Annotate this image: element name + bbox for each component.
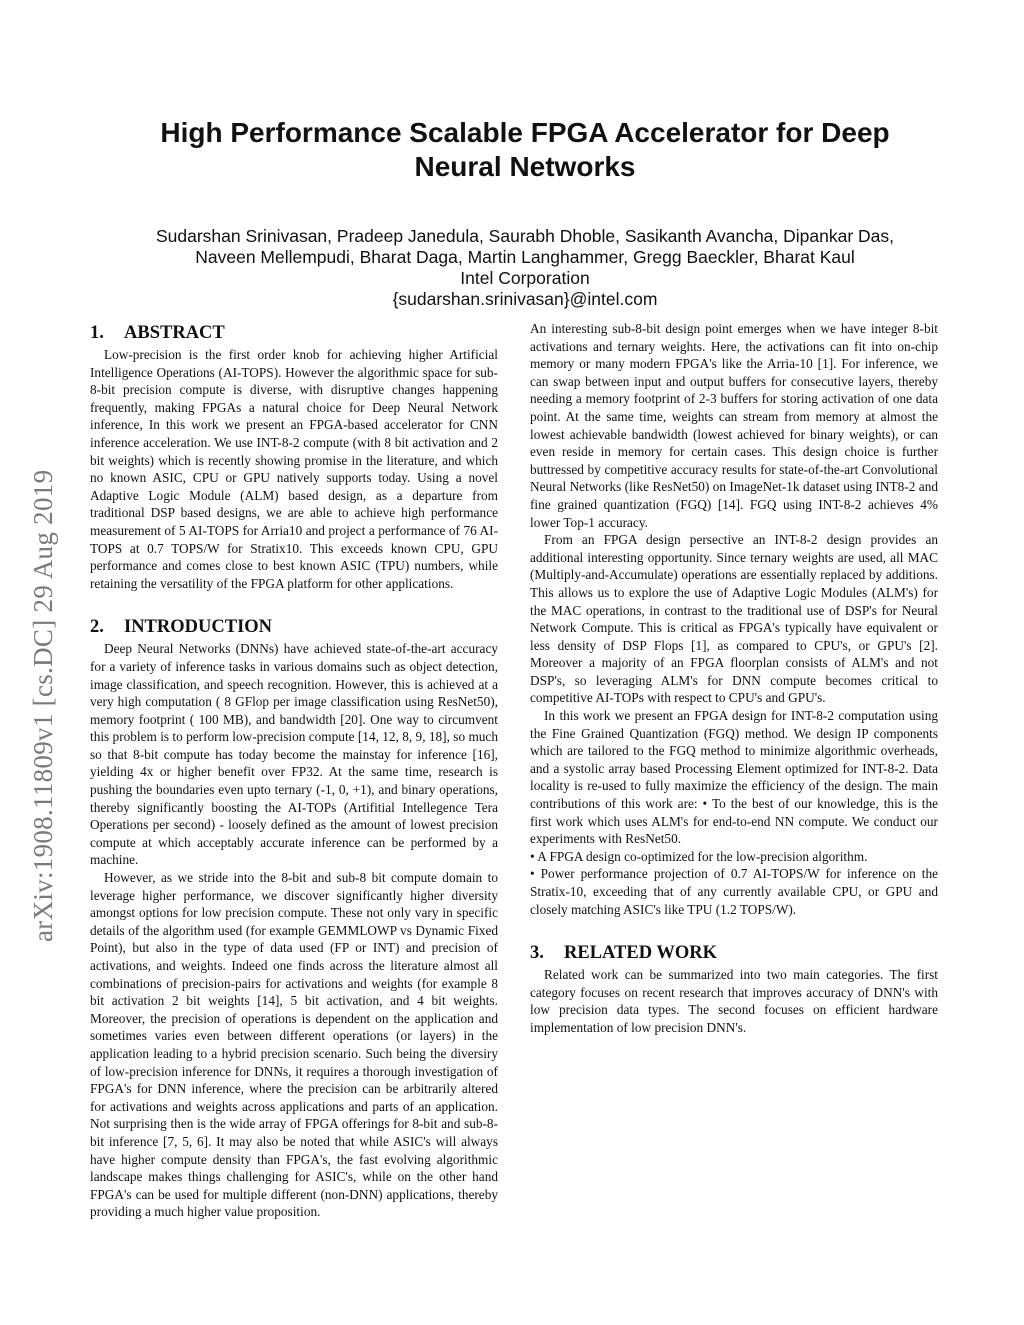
related-work-number: 3. (530, 943, 544, 964)
related-work-heading (530, 940, 938, 966)
abstract-paragraph: Low-precision is the first order knob for achieving higher Artificial Intelligence Operations (AI-TOPS). However the algorithmic space for sub-8-bit precision compute is diverse, with disruptive changes happening frequently, making FPGAs a natural choice for Deep Neural Network inference, In this work we present an FPGA-based accelerator for CNN inference acceleration. We use INT-8-2 compute (with 8 bit activation and 2 bit weights) which is recently showing promise in the literature, and which no known ASIC, CPU or GPU natively supports today. Using a novel Adaptive Logic Module (ALM) based design, as a departure from traditional DSP based designs, we are able to achieve high performance measurement of 5 AI-TOPS for Arria10 and project a performance of 76 AI-TOPS at 0.7 TOPS/W for Stratix10. This exceeds known CPU, GPU performance and comes close to best known ASIC (TPU) numbers, while retaining the versatility of the FPGA platform for other applications. (90, 347, 498, 591)
title-line-1: High Performance Scalable FPGA Accelerator for Deep (160, 117, 890, 148)
abstract-heading-text: ABSTRACT (124, 323, 225, 343)
intro-paragraph-4: From an FPGA design persective an INT-8-2 design provides an additional interesting opportunity. Since ternary weights are used, all MAC (Multiply-and-Accumulate) operations are essentially replaced by additions. This allows us to explore the use of Adaptive Logic Modules (ALM's) for the MAC operations, in contrast to the traditional use of DSP's for Neural Network Compute. This is critical as FPGA's typically have equivalent or less density of DSP Flops [1], as compared to CPU's, or GPU's [2]. Moreover a majority of an FPGA floorplan consists of ALM's and not DSP's, so leveraging ALM's for DNN compute becomes critical to competitive AI-TOPs with respect to CPU's and GPU's. (530, 532, 938, 706)
arxiv-stamp: arXiv:1908.11809v1 [cs.DC] 29 Aug 2019 (28, 469, 58, 942)
intro-paragraph-5: In this work we present an FPGA design for INT-8-2 computation using the Fine Grained Quantization (FGQ) method. We design IP components which are tailored to the FGQ method to minimize algorithmic overheads, and a systolic array based Processing Element optimized for INT-8-2. Data locality is re-used to fully maximize the efficiency of the design. The main contributions of this work are: • To the best of our knowledge, this is the first work which uses ALM's for end-to-end NN compute. We conduct our experiments with ResNet50. (530, 708, 938, 847)
email: {sudarshan.srinivasan}@intel.com (392, 289, 658, 309)
title-line-2: Neural Networks (414, 151, 636, 182)
paper-title (90, 116, 960, 184)
authors-line-2: Naveen Mellempudi, Bharat Daga, Martin Langhammer, Gregg Baeckler, Bharat Kaul (195, 247, 855, 267)
contribution-bullet-1: • A FPGA design co-optimized for the low-precision algorithm. (530, 848, 868, 864)
contribution-bullet-2: • Power performance projection of 0.7 AI-TOPS/W for inference on the Stratix-10, exceeding that of any currently available CPU, or GPU and closely matching ASIC's like TPU (1.2 TOPS/W). (530, 866, 938, 917)
intro-paragraph-2: However, as we stride into the 8-bit and sub-8 bit compute domain to leverage higher performance, we discover significantly higher diversity amongst options for low precision compute. These not only vary in specific details of the algorithm used (for example GEMMLOWP vs Dynamic Fixed Point), but also in the type of data used (FP or INT) and precision of activations, and weights. Indeed one finds across the literature almost all combinations of precision-pairs for activations and weights (for example 8 bit activation 2 bit weights [14], 5 bit activation, and 4 bit weights. Moreover, the precision of operations is dependent on the application and sometimes varies even between different operations (or layers) in the application leading to a hybrid precision scenario. Such being the diversiry of low-precision inference for DNNs, it requires a thorough investigation of FPGA's for DNN inference, where the precision can be arbitrarily altered for activations and weights across applications and parts of an application. Not surprising then is the wide array of FPGA offerings for 8-bit and sub-8-bit inference [7, 5, 6]. It may also be noted that while ASIC's will always have higher compute density than FPGA's, the fast evolving algorithmic landscape makes things challenging for ASIC's, while on the other hand FPGA's can be used for multiple different (non-DNN) applications, thereby providing a much higher value proposition. (90, 870, 498, 1220)
introduction-heading-text: INTRODUCTION (124, 617, 273, 638)
left-column (90, 320, 498, 1220)
related-work-heading-text: RELATED WORK (564, 943, 717, 964)
authors-line-1: Sudarshan Srinivasan, Pradeep Janedula, Saurabh Dhoble, Sasikanth Avancha, Dipankar Das, (155, 226, 895, 246)
intro-paragraph-3: An interesting sub-8-bit design point emerges when we have integer 8-bit activations and ternary weights. Here, the activations can fit into on-chip memory or many modern FPGA's like the Arria-10 [1]. For inference, we can swap between input and output buffers for consecutive layers, thereby needing a memory footprint of 2-3 buffers for storing activation of one data point. At the same time, weights can stream from memory at almost the lowest achievable bandwidth (lowest achieved for binary weights), or can even reside in memory for certain cases. This design choice is further buttressed by competitive accuracy results for state-of-the-art Convolutional Neural Networks (like ResNet50) on ImageNet-1k dataset using INT8-2 and fine grained quantization (FGQ) [14]. FGQ using INT-8-2 achieves 4% lower Top-1 accuracy. (530, 321, 938, 530)
affiliation: Intel Corporation (460, 268, 590, 288)
related-work-paragraph: Related work can be summarized into two main categories. The first category focuses on recent research that improves accuracy of DNN's with low precision data types. The second focuses on efficient hardware implementation of low precision DNN's. (530, 967, 938, 1035)
abstract-number: 1. (90, 323, 104, 343)
intro-paragraph-1: Deep Neural Networks (DNNs) have achieved state-of-the-art accuracy for a variety of inference tasks in various domains such as object detection, image classification, and speech recognition. However, this is achieved at a very high computation ( 8 GFlop per image classification using ResNet50), memory footprint ( 100 MB), and bandwidth [20]. One way to circumvent this problem is to perform low-precision compute [14, 12, 8, 9, 18], so much so that 8-bit compute has today become the mainstay for inference [16], yielding 4x or higher benefit over FP32. At the same time, research is pushing the boundaries even upto ternary (-1, 0, +1), and binary operations, thereby significantly boosting the AI-TOPs (Artifitial Intellegence Tera Operations per second) - loosely defined as the amount of lowest precision compute at which acceptably accurate inference can be performed by a machine. (90, 641, 498, 868)
introduction-heading (90, 614, 498, 640)
author-block (70, 226, 980, 310)
right-column (530, 320, 938, 1037)
abstract-heading (90, 320, 498, 346)
introduction-number: 2. (90, 617, 104, 638)
